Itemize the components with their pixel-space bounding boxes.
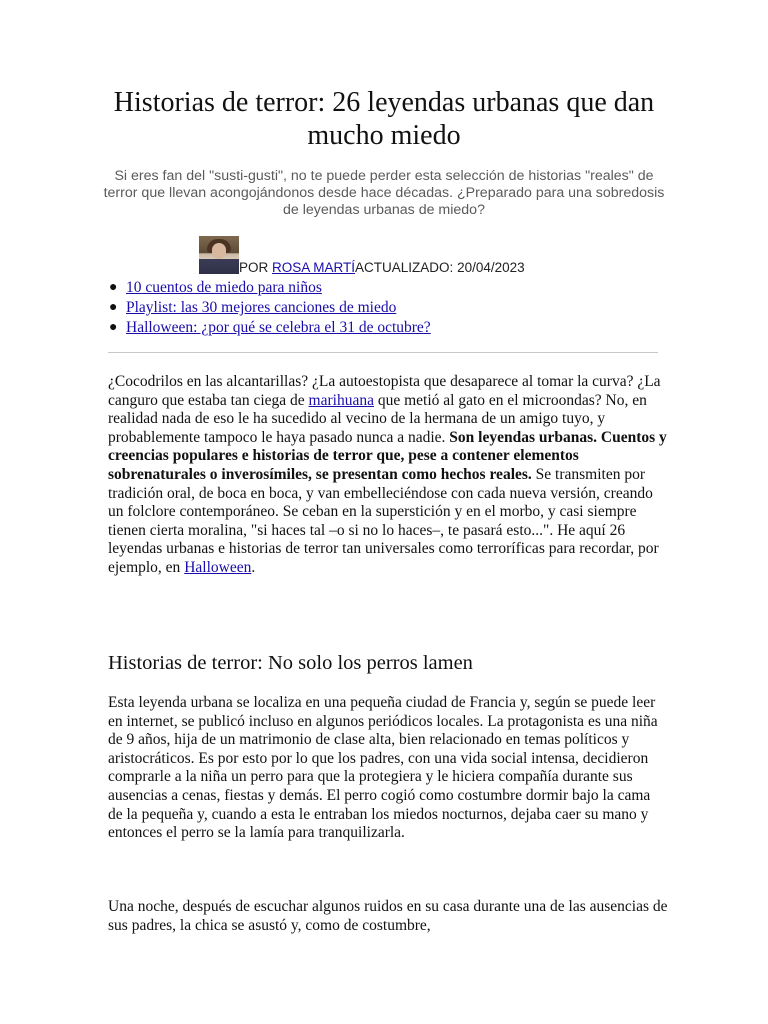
intro-paragraph: [108, 373, 668, 578]
updated-date: 20/04/2023: [457, 260, 525, 275]
bullet-icon: ●: [109, 300, 118, 315]
byline-text: [239, 260, 525, 275]
intro-bold-text: Son leyendas urbanas. Cuentos y creencias populares e historias de terror que, pese a contener elementos sobrenaturales o inverosímiles, se presentan como hechos reales.: [108, 428, 667, 483]
halloween-link[interactable]: Halloween: [184, 558, 252, 576]
intro-text-3: Se transmiten por tradición oral, de boca en boca, y van embelleciéndose con cada nueva versión, creando un folclore contemporáneo. Se ceban en la superstición y en el morbo, y casi siempre tienen cierta moralina, "si haces tal –o si no lo haces–, te pasará esto...". He aquí 26 leyendas urbanas e historias de terror tan universales como terroríficas para recordar, por ejemplo, en: [108, 465, 659, 576]
avatar-face-shape: [212, 243, 226, 259]
author-link[interactable]: ROSA MARTÍ: [272, 260, 356, 275]
marihuana-link[interactable]: marihuana: [308, 391, 374, 409]
updated-label: ACTUALIZADO:: [355, 260, 458, 275]
list-item: [108, 298, 431, 318]
bullet-icon: ●: [109, 320, 118, 335]
related-link-halloween[interactable]: Halloween: ¿por qué se celebra el 31 de octubre?: [126, 319, 431, 336]
related-link-playlist[interactable]: Playlist: las 30 mejores canciones de miedo: [126, 299, 397, 316]
intro-text-1: ¿Cocodrilos en las alcantarillas? ¿La autoestopista que desaparece al tomar la curva? ¿La canguro que estaba tan ciega de: [108, 373, 661, 409]
article-title: Historias de terror: 26 leyendas urbanas que dan mucho miedo: [113, 87, 655, 151]
paragraph-perros: Esta leyenda urbana se localiza en una pequeña ciudad de Francia y, según se puede leer en internet, se publicó incluso en algunos periódicos locales. La protagonista es una niña de 9 años, hija de un matrimonio de clase alta, bien relacionado en temas políticos y aristocráticos. Es por esto por lo que los padres, con una vida social intensa, decidieron comprarle a la niña un perro para que la protegiera y le hiciera compañía durante sus ausencias a cenas, fiestas y demás. El perro cogió como costumbre dormir bajo la cama de la pequeña y, cuando a esta le entraban los miedos nocturnos, dejaba caer su mano y entonces el perro se la lamía para tranquilizarla.: [108, 694, 658, 842]
section-heading: Historias de terror: No solo los perros lamen: [108, 652, 473, 674]
related-link-cuentos[interactable]: 10 cuentos de miedo para niños: [126, 279, 322, 296]
section-divider: [108, 352, 658, 353]
article-subtitle: Si eres fan del "susti-gusti", no te puede perder esta selección de historias "reales" de terror que llevan acongojándonos desde hace décadas. ¿Preparado para una sobredosis de leyendas urbanas de miedo?: [103, 168, 665, 218]
intro-text-2: que metió al gato en el microondas? No, en realidad nada de eso le ha sucedido al vecino de la hermana de un amigo tuyo, y probablemente tampoco le haya pasado nunca a nadie.: [108, 391, 647, 446]
author-avatar[interactable]: [199, 236, 239, 274]
intro-text-4: .: [251, 558, 256, 576]
related-links-list: [108, 278, 431, 338]
list-item: [108, 278, 431, 298]
paragraph-noche: Una noche, después de escuchar algunos ruidos en su casa durante una de las ausencias de sus padres, la chica se asustó y, como de costumbre,: [108, 898, 668, 934]
bullet-icon: ●: [109, 280, 118, 295]
list-item: [108, 318, 431, 338]
byline-prefix: POR: [239, 260, 273, 275]
